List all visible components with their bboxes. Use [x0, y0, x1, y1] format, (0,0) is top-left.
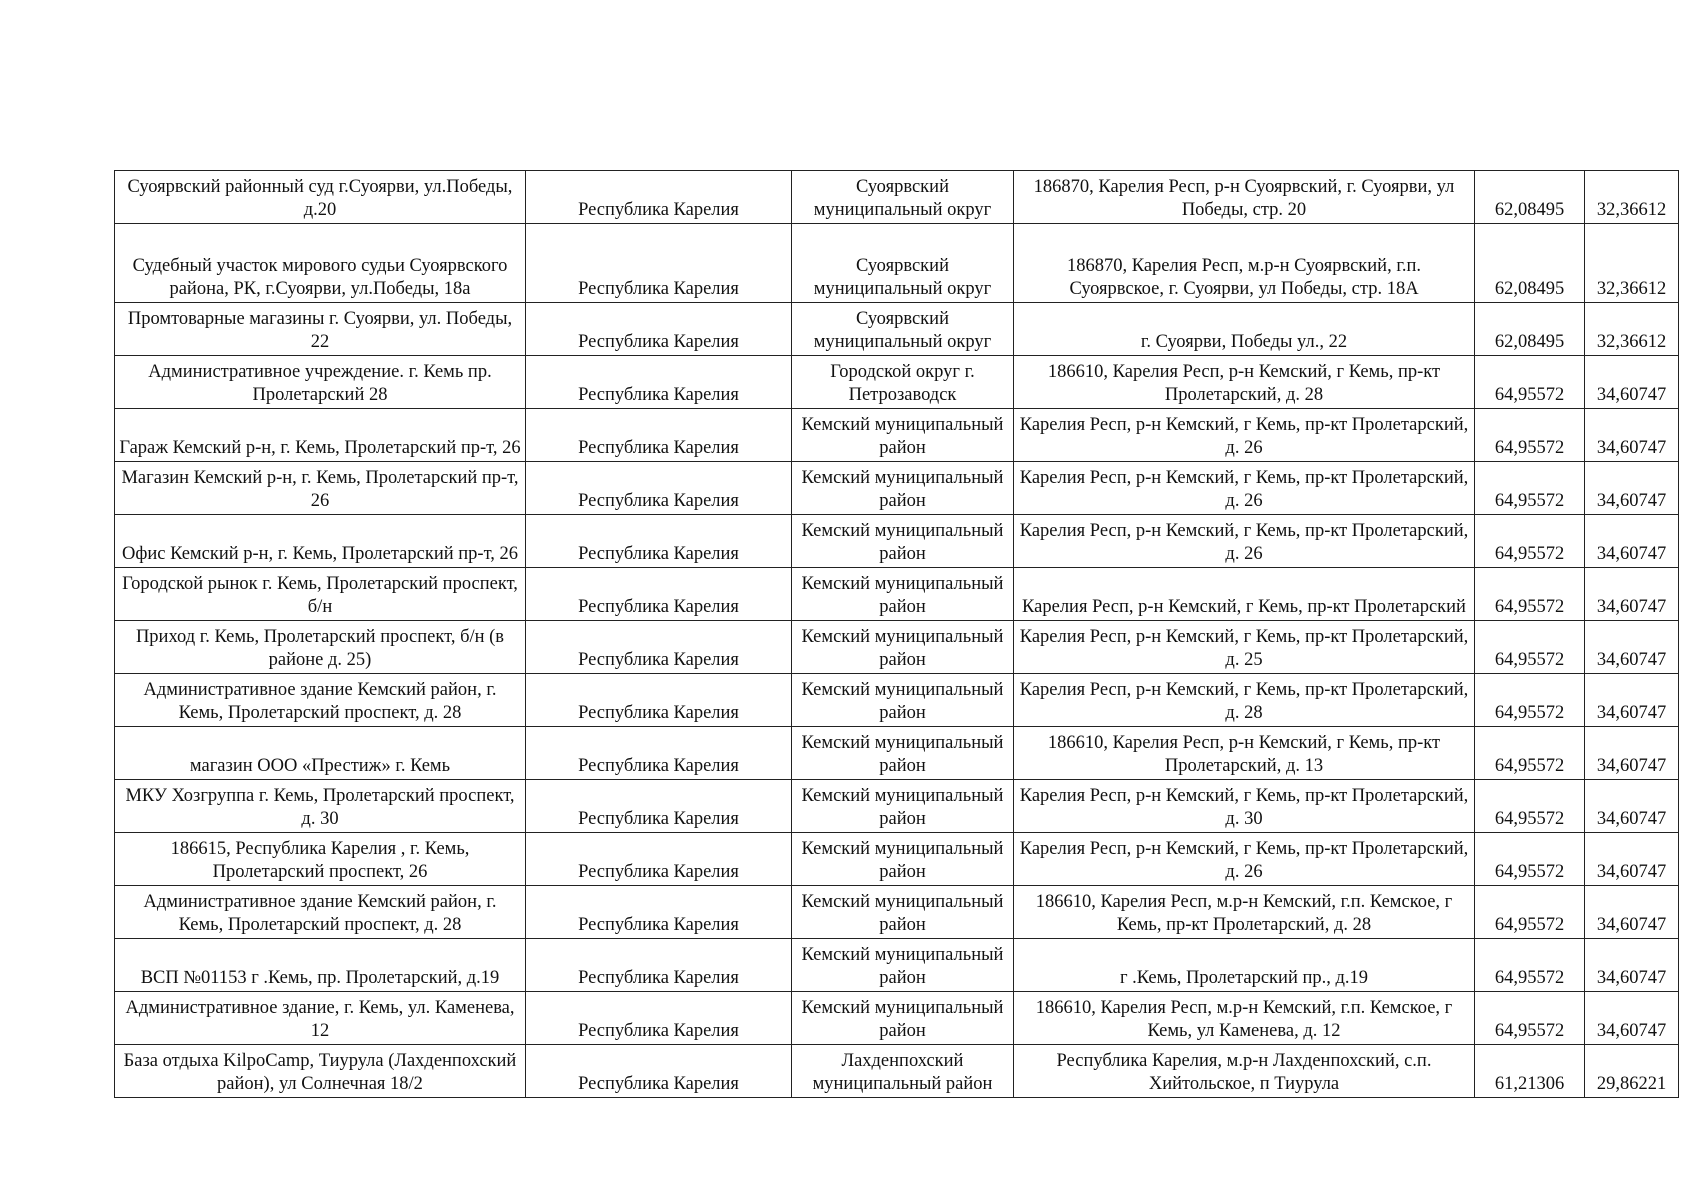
- district-cell: Кемский муниципальный район: [792, 886, 1014, 939]
- latitude-cell: 64,95572: [1475, 780, 1585, 833]
- table-row: [115, 621, 1679, 674]
- district-cell: Городской округ г. Петрозаводск: [792, 356, 1014, 409]
- latitude-cell: 64,95572: [1475, 568, 1585, 621]
- latitude-cell: 64,95572: [1475, 727, 1585, 780]
- address-cell: 186870, Карелия Респ, м.р-н Суоярвский, г.п. Суоярвское, г. Суоярви, ул Победы, стр. 18А: [1014, 224, 1475, 303]
- district-cell: Кемский муниципальный район: [792, 939, 1014, 992]
- table-row: [115, 409, 1679, 462]
- region-cell: Республика Карелия: [526, 780, 792, 833]
- table-row: [115, 515, 1679, 568]
- address-cell: 186610, Карелия Респ, м.р-н Кемский, г.п. Кемское, г Кемь, ул Каменева, д. 12: [1014, 992, 1475, 1045]
- latitude-cell: 64,95572: [1475, 621, 1585, 674]
- region-cell: Республика Карелия: [526, 1045, 792, 1098]
- region-cell: Республика Карелия: [526, 621, 792, 674]
- object-name-cell: Судебный участок мирового судьи Суоярвского района, РК, г.Суоярви, ул.Победы, 18а: [115, 224, 526, 303]
- longitude-cell: 34,60747: [1585, 462, 1679, 515]
- table-row: [115, 833, 1679, 886]
- district-cell: Кемский муниципальный район: [792, 727, 1014, 780]
- table-row: [115, 939, 1679, 992]
- longitude-cell: 34,60747: [1585, 727, 1679, 780]
- object-name-cell: Суоярвский районный суд г.Суоярви, ул.Победы, д.20: [115, 171, 526, 224]
- table-row: [115, 992, 1679, 1045]
- longitude-cell: 34,60747: [1585, 409, 1679, 462]
- latitude-cell: 64,95572: [1475, 939, 1585, 992]
- table-row: [115, 171, 1679, 224]
- object-name-cell: МКУ Хозгруппа г. Кемь, Пролетарский проспект, д. 30: [115, 780, 526, 833]
- latitude-cell: 64,95572: [1475, 992, 1585, 1045]
- table-row: [115, 356, 1679, 409]
- address-cell: г. Суоярви, Победы ул., 22: [1014, 303, 1475, 356]
- district-cell: Суоярвский муниципальный округ: [792, 171, 1014, 224]
- table-row: [115, 727, 1679, 780]
- district-cell: Суоярвский муниципальный округ: [792, 224, 1014, 303]
- longitude-cell: 34,60747: [1585, 674, 1679, 727]
- object-name-cell: Городской рынок г. Кемь, Пролетарский проспект, б/н: [115, 568, 526, 621]
- table-row: [115, 780, 1679, 833]
- address-cell: Карелия Респ, р-н Кемский, г Кемь, пр-кт Пролетарский, д. 30: [1014, 780, 1475, 833]
- longitude-cell: 32,36612: [1585, 171, 1679, 224]
- table-row: [115, 1045, 1679, 1098]
- latitude-cell: 64,95572: [1475, 515, 1585, 568]
- region-cell: Республика Карелия: [526, 833, 792, 886]
- latitude-cell: 64,95572: [1475, 833, 1585, 886]
- address-cell: Карелия Респ, р-н Кемский, г Кемь, пр-кт Пролетарский, д. 26: [1014, 409, 1475, 462]
- address-cell: 186610, Карелия Респ, м.р-н Кемский, г.п. Кемское, г Кемь, пр-кт Пролетарский, д. 28: [1014, 886, 1475, 939]
- table-row: [115, 224, 1679, 303]
- district-cell: Кемский муниципальный район: [792, 992, 1014, 1045]
- region-cell: Республика Карелия: [526, 939, 792, 992]
- latitude-cell: 64,95572: [1475, 886, 1585, 939]
- region-cell: Республика Карелия: [526, 303, 792, 356]
- address-cell: Карелия Респ, р-н Кемский, г Кемь, пр-кт Пролетарский: [1014, 568, 1475, 621]
- longitude-cell: 34,60747: [1585, 621, 1679, 674]
- object-name-cell: Административное здание, г. Кемь, ул. Каменева, 12: [115, 992, 526, 1045]
- longitude-cell: 34,60747: [1585, 780, 1679, 833]
- longitude-cell: 34,60747: [1585, 886, 1679, 939]
- district-cell: Кемский муниципальный район: [792, 515, 1014, 568]
- region-cell: Республика Карелия: [526, 171, 792, 224]
- address-cell: 186610, Карелия Респ, р-н Кемский, г Кемь, пр-кт Пролетарский, д. 28: [1014, 356, 1475, 409]
- object-name-cell: магазин ООО «Престиж» г. Кемь: [115, 727, 526, 780]
- longitude-cell: 34,60747: [1585, 939, 1679, 992]
- object-name-cell: Магазин Кемский р-н, г. Кемь, Пролетарский пр-т, 26: [115, 462, 526, 515]
- latitude-cell: 64,95572: [1475, 462, 1585, 515]
- district-cell: Кемский муниципальный район: [792, 674, 1014, 727]
- latitude-cell: 62,08495: [1475, 224, 1585, 303]
- address-cell: Карелия Респ, р-н Кемский, г Кемь, пр-кт Пролетарский, д. 26: [1014, 462, 1475, 515]
- address-cell: Карелия Респ, р-н Кемский, г Кемь, пр-кт Пролетарский, д. 28: [1014, 674, 1475, 727]
- object-name-cell: ВСП №01153 г .Кемь, пр. Пролетарский, д.19: [115, 939, 526, 992]
- object-name-cell: Офис Кемский р-н, г. Кемь, Пролетарский пр-т, 26: [115, 515, 526, 568]
- district-cell: Кемский муниципальный район: [792, 462, 1014, 515]
- longitude-cell: 34,60747: [1585, 568, 1679, 621]
- district-cell: Кемский муниципальный район: [792, 621, 1014, 674]
- district-cell: Суоярвский муниципальный округ: [792, 303, 1014, 356]
- latitude-cell: 64,95572: [1475, 674, 1585, 727]
- region-cell: Республика Карелия: [526, 674, 792, 727]
- locations-table: [114, 170, 1679, 1098]
- latitude-cell: 64,95572: [1475, 356, 1585, 409]
- object-name-cell: 186615, Республика Карелия , г. Кемь, Пролетарский проспект, 26: [115, 833, 526, 886]
- object-name-cell: Приход г. Кемь, Пролетарский проспект, б/н (в районе д. 25): [115, 621, 526, 674]
- longitude-cell: 34,60747: [1585, 515, 1679, 568]
- longitude-cell: 32,36612: [1585, 303, 1679, 356]
- region-cell: Республика Карелия: [526, 727, 792, 780]
- district-cell: Кемский муниципальный район: [792, 409, 1014, 462]
- longitude-cell: 34,60747: [1585, 992, 1679, 1045]
- address-cell: 186610, Карелия Респ, р-н Кемский, г Кемь, пр-кт Пролетарский, д. 13: [1014, 727, 1475, 780]
- table-row: [115, 886, 1679, 939]
- district-cell: Кемский муниципальный район: [792, 780, 1014, 833]
- table-body: [115, 171, 1679, 1098]
- longitude-cell: 34,60747: [1585, 833, 1679, 886]
- table-row: [115, 568, 1679, 621]
- region-cell: Республика Карелия: [526, 992, 792, 1045]
- object-name-cell: Промтоварные магазины г. Суоярви, ул. Победы, 22: [115, 303, 526, 356]
- object-name-cell: Административное учреждение. г. Кемь пр. Пролетарский 28: [115, 356, 526, 409]
- address-cell: Республика Карелия, м.р-н Лахденпохский, с.п. Хийтольское, п Тиурула: [1014, 1045, 1475, 1098]
- object-name-cell: База отдыха KilpoCamp, Тиурула (Лахденпохский район), ул Солнечная 18/2: [115, 1045, 526, 1098]
- district-cell: Лахденпохский муниципальный район: [792, 1045, 1014, 1098]
- district-cell: Кемский муниципальный район: [792, 833, 1014, 886]
- region-cell: Республика Карелия: [526, 886, 792, 939]
- district-cell: Кемский муниципальный район: [792, 568, 1014, 621]
- region-cell: Республика Карелия: [526, 356, 792, 409]
- region-cell: Республика Карелия: [526, 224, 792, 303]
- latitude-cell: 62,08495: [1475, 303, 1585, 356]
- longitude-cell: 29,86221: [1585, 1045, 1679, 1098]
- longitude-cell: 34,60747: [1585, 356, 1679, 409]
- latitude-cell: 61,21306: [1475, 1045, 1585, 1098]
- address-cell: Карелия Респ, р-н Кемский, г Кемь, пр-кт Пролетарский, д. 26: [1014, 833, 1475, 886]
- address-cell: г .Кемь, Пролетарский пр., д.19: [1014, 939, 1475, 992]
- region-cell: Республика Карелия: [526, 462, 792, 515]
- object-name-cell: Административное здание Кемский район, г. Кемь, Пролетарский проспект, д. 28: [115, 674, 526, 727]
- latitude-cell: 64,95572: [1475, 409, 1585, 462]
- table-row: [115, 674, 1679, 727]
- region-cell: Республика Карелия: [526, 409, 792, 462]
- latitude-cell: 62,08495: [1475, 171, 1585, 224]
- address-cell: 186870, Карелия Респ, р-н Суоярвский, г. Суоярви, ул Победы, стр. 20: [1014, 171, 1475, 224]
- object-name-cell: Административное здание Кемский район, г. Кемь, Пролетарский проспект, д. 28: [115, 886, 526, 939]
- address-cell: Карелия Респ, р-н Кемский, г Кемь, пр-кт Пролетарский, д. 26: [1014, 515, 1475, 568]
- address-cell: Карелия Респ, р-н Кемский, г Кемь, пр-кт Пролетарский, д. 25: [1014, 621, 1475, 674]
- object-name-cell: Гараж Кемский р-н, г. Кемь, Пролетарский пр-т, 26: [115, 409, 526, 462]
- region-cell: Республика Карелия: [526, 515, 792, 568]
- longitude-cell: 32,36612: [1585, 224, 1679, 303]
- table-row: [115, 303, 1679, 356]
- table-row: [115, 462, 1679, 515]
- region-cell: Республика Карелия: [526, 568, 792, 621]
